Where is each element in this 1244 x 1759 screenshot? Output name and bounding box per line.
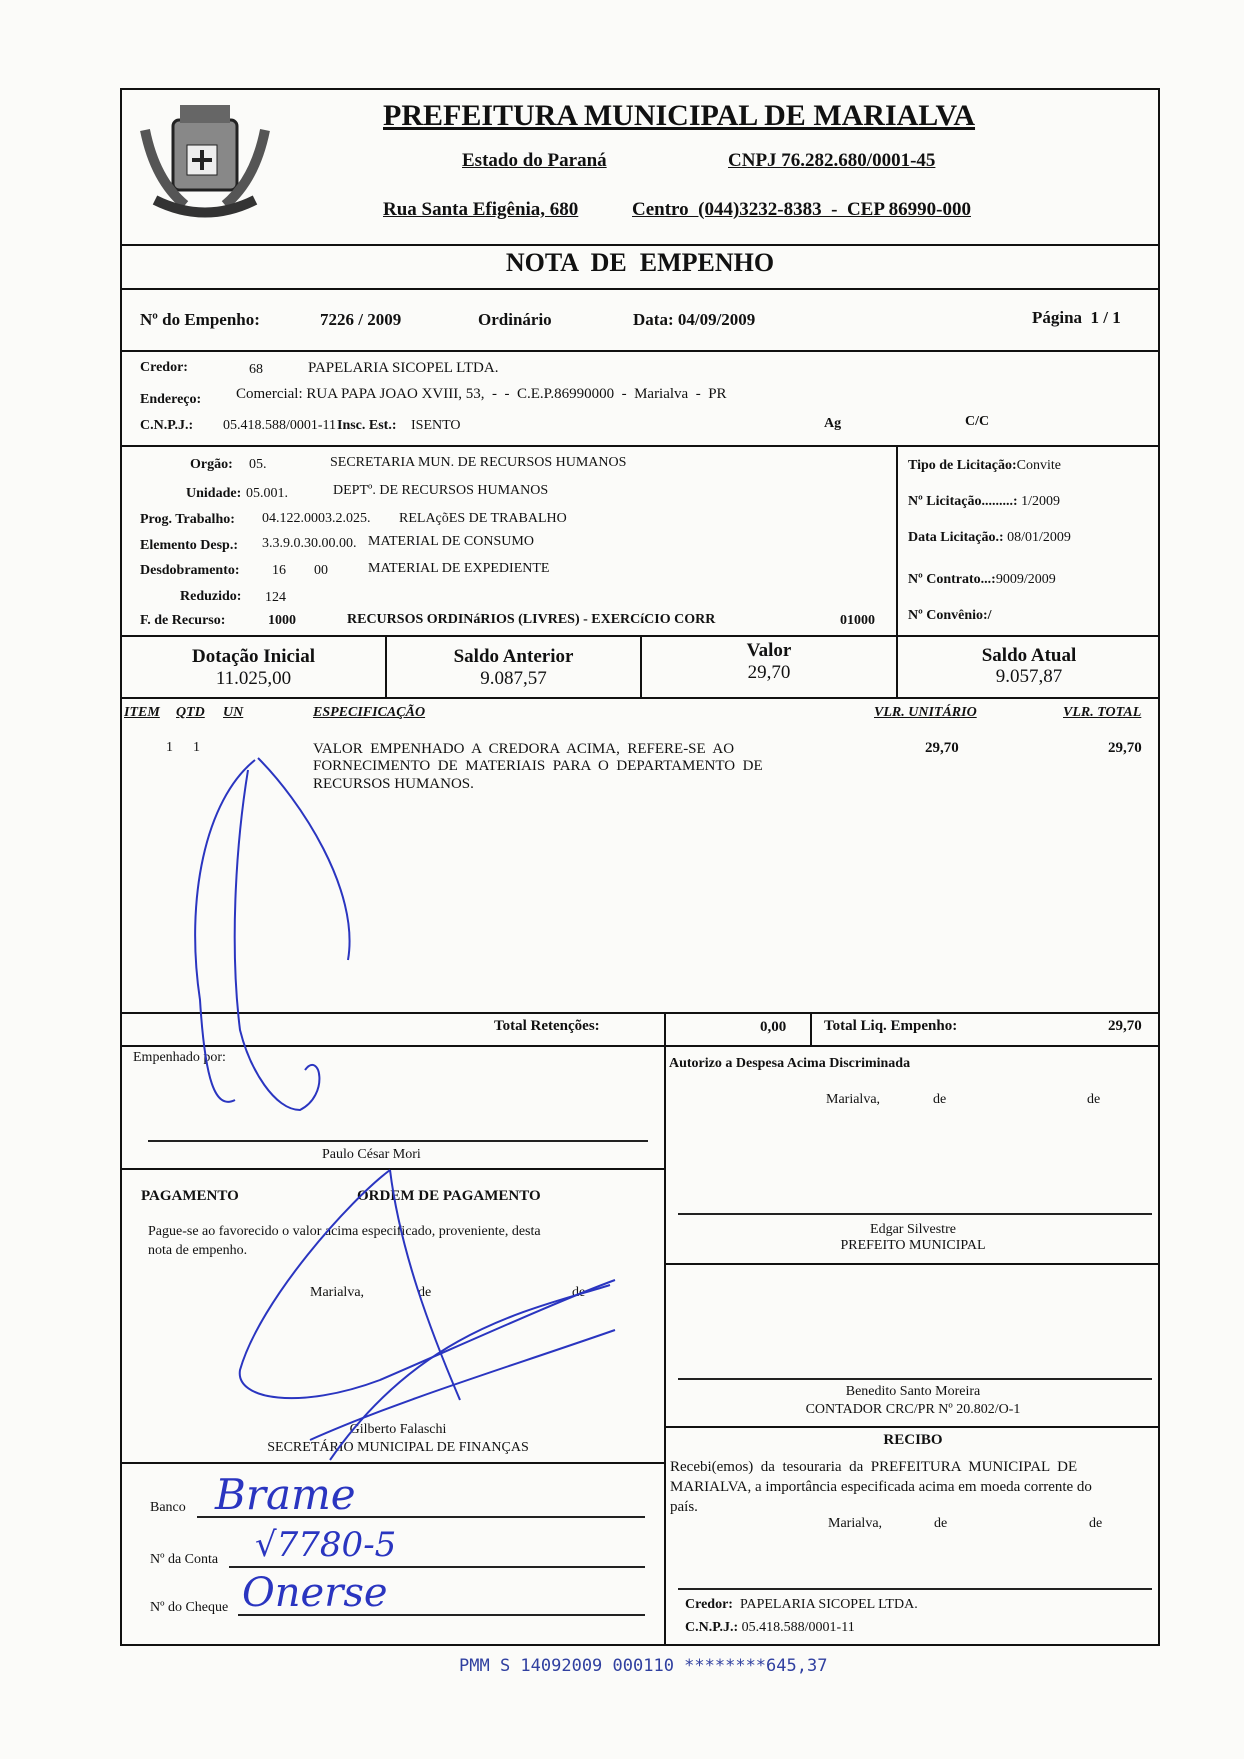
- total-liquido-value: 29,70: [1108, 1018, 1142, 1034]
- saldo-atual-value: 9.057,87: [995, 666, 1063, 687]
- retencoes-value: 0,00: [760, 1019, 787, 1035]
- signature-stroke: [240, 1170, 615, 1398]
- header-cnpj: CNPJ 76.282.680/0001-45: [728, 150, 936, 171]
- desdobramento-sub: 00: [314, 563, 328, 578]
- contrato: Nº Contrato...:9009/2009: [908, 572, 1056, 587]
- item-spec-line: RECURSOS HUMANOS.: [313, 776, 474, 792]
- cnpj-label: C.N.P.J.:: [140, 418, 194, 433]
- autorizo-de: de: [1087, 1092, 1101, 1107]
- signature-stroke: [258, 758, 350, 960]
- document-title: NOTA DE EMPENHO: [505, 248, 775, 277]
- address-label: Endereço:: [140, 392, 202, 407]
- fonte-code: 1000: [268, 613, 296, 628]
- reduzido-label: Reduzido:: [180, 589, 242, 604]
- pagamento-de: de: [572, 1285, 586, 1300]
- fonte-name: RECURSOS ORDINáRIOS (LIVRES) - EXERCíCIO CORR: [347, 612, 716, 627]
- recibo-de: de: [934, 1516, 948, 1531]
- elemento-label: Elemento Desp.:: [140, 538, 238, 553]
- cheque-handwriting: Onerse: [242, 1570, 388, 1616]
- prog-name: RELAçõES DE TRABALHO: [399, 511, 567, 526]
- licitacao-data: Data Licitação.: 08/01/2009: [908, 530, 1071, 545]
- contador-name: Benedito Santo Moreira: [845, 1384, 981, 1399]
- col-especificacao: ESPECIFICAÇÃO: [313, 705, 426, 720]
- agencia-label: Ag: [824, 416, 842, 431]
- pagamento-label: PAGAMENTO: [141, 1188, 239, 1204]
- page-number: Página 1 / 1: [1032, 308, 1121, 327]
- banco-label: Banco: [150, 1500, 186, 1515]
- desdobramento-code: 16: [272, 563, 286, 578]
- recibo-cnpj: C.N.P.J.: 05.418.588/0001-11: [685, 1620, 855, 1635]
- contador-role: CONTADOR CRC/PR Nº 20.802/O-1: [805, 1402, 1021, 1417]
- pagamento-de: de: [418, 1285, 432, 1300]
- secretario-role: SECRETÁRIO MUNICIPAL DE FINANÇAS: [267, 1440, 529, 1455]
- credor-code: 68: [249, 362, 263, 377]
- col-vlr-total: VLR. TOTAL: [1063, 705, 1142, 720]
- processing-stamp: PMM S 14092009 000110 ********645,37: [459, 1656, 828, 1676]
- unidade-label: Unidade:: [186, 486, 242, 501]
- recibo-de: de: [1089, 1516, 1103, 1531]
- recibo-credor: Credor: PAPELARIA SICOPEL LTDA.: [685, 1597, 918, 1612]
- desdobramento-label: Desdobramento:: [140, 563, 240, 578]
- licitacao-numero: Nº Licitação.........: 1/2009: [908, 494, 1060, 509]
- empenho-date: Data: 04/09/2009: [633, 310, 756, 329]
- empenho-label: Nº do Empenho:: [140, 310, 260, 329]
- autorizo-de: de: [933, 1092, 947, 1107]
- elemento-name: MATERIAL DE CONSUMO: [368, 534, 534, 549]
- saldo-anterior-label: Saldo Anterior: [453, 646, 574, 667]
- item-total-value: 29,70: [1108, 740, 1142, 756]
- prefeito-name: Edgar Silvestre: [870, 1222, 956, 1237]
- signature-stroke: [330, 1285, 610, 1460]
- signature-stroke: [310, 1330, 615, 1440]
- credor-label: Credor:: [140, 360, 188, 375]
- saldo-atual-label: Saldo Atual: [981, 645, 1077, 666]
- ie-label: Insc. Est.:: [337, 418, 397, 433]
- item-unit-value: 29,70: [925, 740, 959, 756]
- prefeito-role: PREFEITO MUNICIPAL: [840, 1238, 986, 1253]
- recibo-text: Recebi(emos) da tesouraria da PREFEITURA MUNICIPAL DE: [670, 1459, 1078, 1475]
- credor-cnpj: 05.418.588/0001-11: [223, 418, 337, 433]
- saldo-anterior-value: 9.087,57: [480, 668, 547, 689]
- conta-label: Nº da Conta: [150, 1552, 219, 1567]
- fonte-number: 01000: [840, 613, 875, 628]
- col-qtd: QTD: [176, 705, 205, 720]
- autorizo-label: Autorizo a Despesa Acima Discriminada: [669, 1056, 911, 1071]
- recibo-title: RECIBO: [883, 1432, 943, 1448]
- unidade-code: 05.001.: [246, 486, 288, 501]
- conta-corrente-label: C/C: [965, 414, 990, 429]
- unidade-name: DEPTº. DE RECURSOS HUMANOS: [333, 483, 549, 498]
- signature-stroke: [390, 1170, 460, 1400]
- empenho-number: 7226 / 2009: [320, 310, 402, 329]
- col-item: ITEM: [124, 705, 160, 720]
- item-spec-line: FORNECIMENTO DE MATERIAIS PARA O DEPARTAMENTO DE: [313, 758, 763, 774]
- desdobramento-name: MATERIAL DE EXPEDIENTE: [368, 561, 550, 576]
- col-un: UN: [223, 705, 244, 720]
- valor-label: Valor: [746, 640, 792, 661]
- item-number: 1: [166, 740, 173, 755]
- credor-ie: ISENTO: [411, 418, 461, 433]
- header-contact: Centro (044)3232-8383 - CEP 86990-000: [632, 199, 971, 220]
- orgao-name: SECRETARIA MUN. DE RECURSOS HUMANOS: [330, 455, 627, 470]
- elemento-code: 3.3.9.0.30.00.00.: [262, 536, 357, 551]
- header-title: PREFEITURA MUNICIPAL DE MARIALVA: [383, 99, 976, 132]
- header-state: Estado do Paraná: [462, 150, 607, 171]
- credor-name: PAPELARIA SICOPEL LTDA.: [308, 360, 499, 376]
- pagamento-text: nota de empenho.: [148, 1243, 248, 1258]
- recibo-city: Marialva,: [828, 1516, 883, 1531]
- valor-value: 29,70: [747, 662, 791, 683]
- credor-address: Comercial: RUA PAPA JOAO XVIII, 53, - - C.E.P.86990000 - Marialva - PR: [236, 386, 727, 402]
- recibo-text: país.: [670, 1499, 698, 1515]
- empenhado-label: Empenhado por:: [133, 1050, 226, 1065]
- cheque-label: Nº do Cheque: [150, 1600, 229, 1615]
- retencoes-label: Total Retenções:: [494, 1018, 600, 1034]
- pagamento-city: Marialva,: [310, 1285, 365, 1300]
- convenio: Nº Convênio:/: [908, 608, 992, 623]
- ordem-pagamento-label: ORDEM DE PAGAMENTO: [357, 1188, 541, 1204]
- orgao-label: Orgão:: [190, 457, 233, 472]
- secretario-name: Gilberto Falaschi: [349, 1422, 447, 1437]
- prog-label: Prog. Trabalho:: [140, 512, 235, 527]
- empenho-type: Ordinário: [478, 310, 552, 329]
- licitacao-tipo: Tipo de Licitação:Convite: [908, 458, 1061, 473]
- item-qtd: 1: [193, 740, 200, 755]
- col-vlr-unitario: VLR. UNITÁRIO: [874, 705, 977, 720]
- conta-handwriting: √7780-5: [255, 1525, 397, 1565]
- dotacao-inicial-label: Dotação Inicial: [192, 646, 315, 667]
- header-address: Rua Santa Efigênia, 680: [383, 199, 579, 220]
- recibo-text: MARIALVA, a importância especificada acima em moeda corrente do: [670, 1479, 1092, 1495]
- fonte-label: F. de Recurso:: [140, 613, 226, 628]
- total-liquido-label: Total Liq. Empenho:: [824, 1018, 958, 1034]
- empenhado-name: Paulo César Mori: [322, 1147, 421, 1162]
- autorizo-city: Marialva,: [826, 1092, 881, 1107]
- item-spec-line: VALOR EMPENHADO A CREDORA ACIMA, REFERE-SE AO: [313, 741, 735, 757]
- dotacao-inicial-value: 11.025,00: [215, 668, 292, 689]
- reduzido-value: 124: [265, 590, 286, 605]
- prog-code: 04.122.0003.2.025.: [262, 511, 371, 526]
- orgao-code: 05.: [249, 457, 267, 472]
- pagamento-text: Pague-se ao favorecido o valor acima especificado, proveniente, desta: [148, 1224, 541, 1239]
- banco-handwriting: Brame: [215, 1470, 356, 1519]
